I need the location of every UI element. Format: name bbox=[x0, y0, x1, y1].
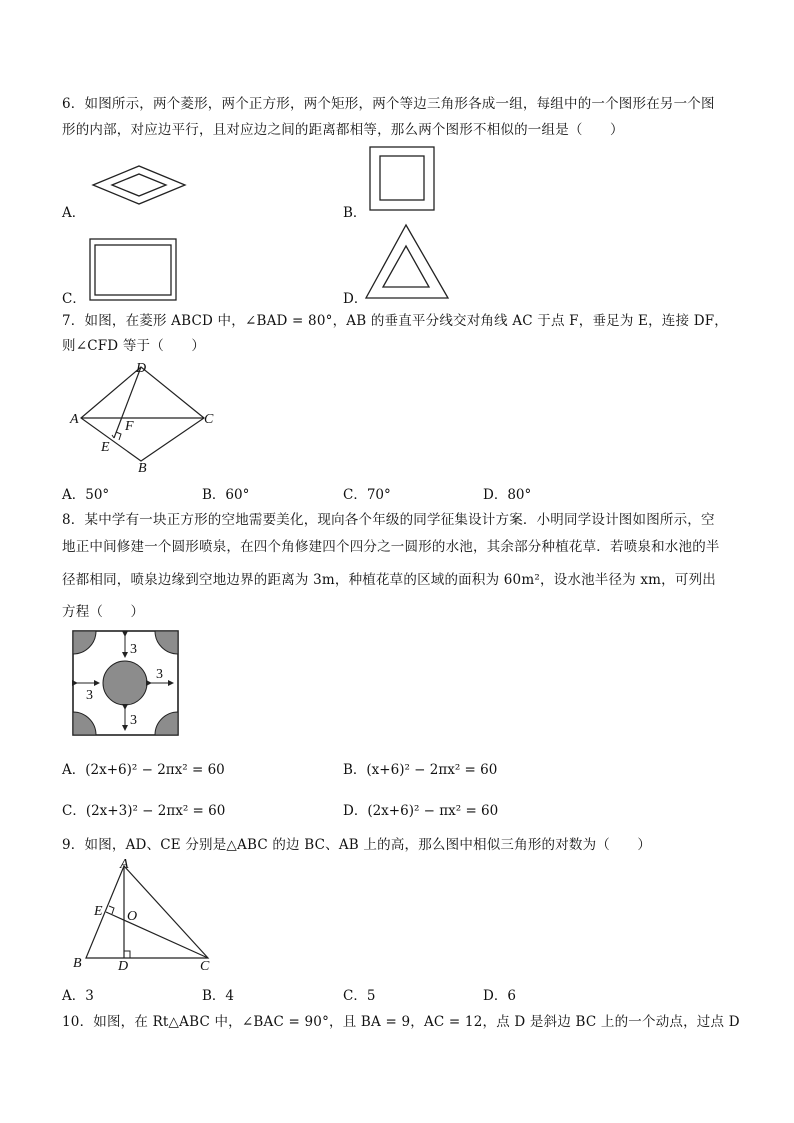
q9-label-b: B bbox=[73, 956, 82, 971]
q8-dim-top: 3 bbox=[130, 642, 137, 657]
q8-garden-diagram bbox=[72, 630, 180, 736]
q8-option-b: B．(x+6)² − 2πx² = 60 bbox=[343, 762, 498, 778]
q9-triangle-diagram bbox=[70, 856, 220, 976]
q8-text-line4: 方程（ ） bbox=[62, 604, 145, 620]
q9-label-d: D bbox=[118, 959, 129, 974]
q6-rectangle-figure bbox=[88, 237, 180, 303]
q6-option-d-label: D． bbox=[343, 291, 368, 307]
q7-option-d: D．80° bbox=[483, 487, 532, 503]
q10-text-line1: 10．如图，在 Rt△ABC 中，∠BAC = 90°，且 BA = 9，AC = 12，点 D 是斜边 BC 上的一个动点，过点 D bbox=[62, 1014, 740, 1030]
q9-option-d: D．6 bbox=[483, 988, 516, 1004]
q9-label-e: E bbox=[94, 904, 103, 919]
q8-option-c: C．(2x+3)² − 2πx² = 60 bbox=[62, 803, 226, 819]
q8-option-d: D．(2x+6)² − πx² = 60 bbox=[343, 803, 499, 819]
q7-label-b: B bbox=[138, 461, 147, 476]
q7-option-a: A．50° bbox=[62, 487, 110, 503]
q7-option-c: C．70° bbox=[343, 487, 391, 503]
q9-label-c: C bbox=[200, 959, 210, 974]
q8-dim-left: 3 bbox=[86, 688, 93, 703]
q6-text-line1: 6．如图所示，两个菱形，两个正方形，两个矩形，两个等边三角形各成一组，每组中的一个图形在另一个图 bbox=[62, 96, 715, 112]
q7-label-d: D bbox=[136, 361, 147, 376]
q8-dim-right: 3 bbox=[156, 667, 163, 682]
q7-text-line1: 7．如图，在菱形 ABCD 中，∠BAD = 80°，AB 的垂直平分线交对角线 AC 于点 F，垂足为 E，连接 DF， bbox=[62, 313, 728, 329]
q6-text-line2: 形的内部，对应边平行，且对应边之间的距离都相等，那么两个图形不相似的一组是（ ） bbox=[62, 122, 624, 138]
q9-label-a: A bbox=[120, 857, 129, 872]
q6-option-c-label: C． bbox=[62, 291, 86, 307]
q8-text-line1: 8．某中学有一块正方形的空地需要美化，现向各个年级的同学征集设计方案．小明同学设计图如图所示，空 bbox=[62, 512, 715, 528]
q7-label-c: C bbox=[204, 412, 214, 427]
q7-label-f: F bbox=[125, 419, 134, 434]
q6-option-a-label: A． bbox=[62, 205, 86, 221]
q6-option-b-label: B． bbox=[343, 205, 367, 221]
q9-label-o: O bbox=[127, 909, 138, 924]
q6-square-figure bbox=[368, 145, 438, 215]
q8-text-line2: 地正中间修建一个圆形喷泉，在四个角修建四个四分之一圆形的水池，其余部分种植花草．若喷泉和水池的半 bbox=[62, 539, 720, 555]
q7-label-e: E bbox=[101, 440, 110, 455]
q8-option-a: A．(2x+6)² − 2πx² = 60 bbox=[62, 762, 225, 778]
q7-text-line2: 则∠CFD 等于（ ） bbox=[62, 338, 206, 354]
q8-dim-bottom: 3 bbox=[130, 713, 137, 728]
q7-label-a: A bbox=[70, 412, 79, 427]
q9-option-a: A．3 bbox=[62, 988, 94, 1004]
q6-triangle-figure bbox=[364, 222, 452, 302]
q9-option-b: B．4 bbox=[202, 988, 235, 1004]
q8-text-line3: 径都相同，喷泉边缘到空地边界的距离为 3m，种植花草的区域的面积为 60m²，设水池半径为 xm，可列出 bbox=[62, 572, 716, 588]
q7-option-b: B．60° bbox=[202, 487, 250, 503]
q9-text-line1: 9．如图，AD、CE 分别是△ABC 的边 BC、AB 上的高，那么图中相似三角形的对数为（ ） bbox=[62, 837, 652, 853]
q7-rhombus-diagram bbox=[68, 358, 228, 478]
q6-rhombus-figure bbox=[90, 163, 190, 213]
q9-option-c: C．5 bbox=[343, 988, 376, 1004]
